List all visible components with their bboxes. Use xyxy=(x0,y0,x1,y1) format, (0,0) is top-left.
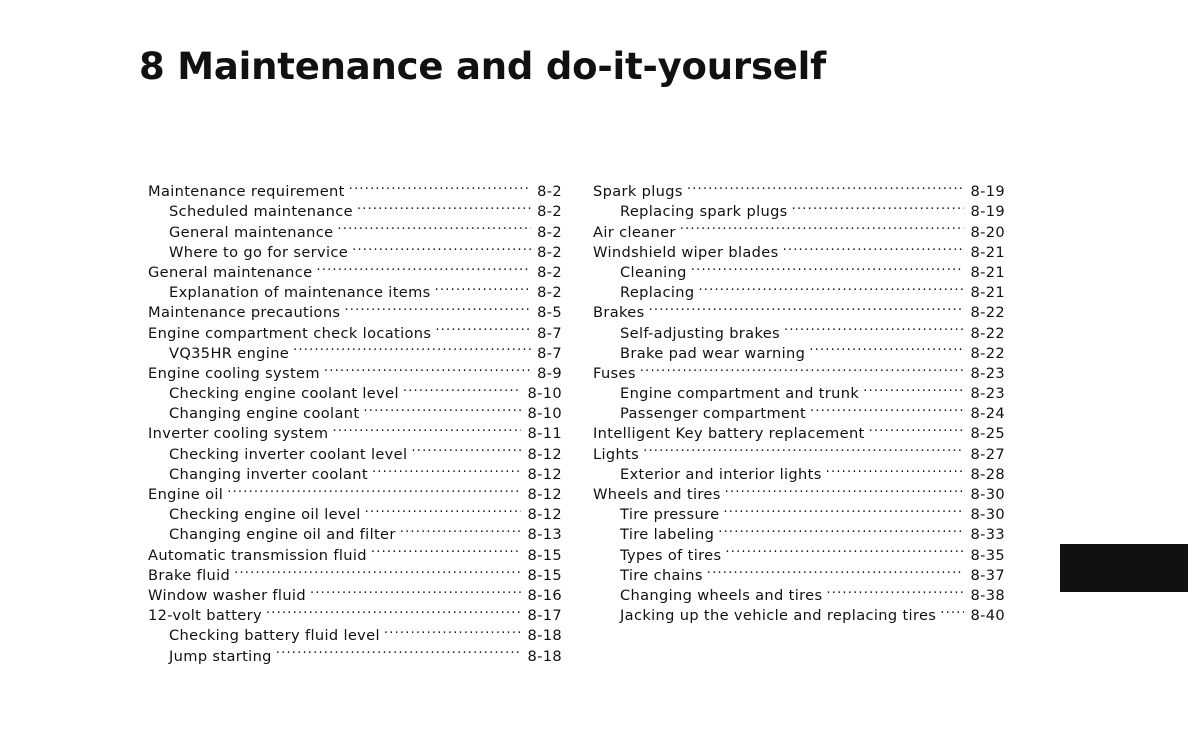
toc-dot-leader xyxy=(371,539,522,559)
toc-dot-leader xyxy=(435,277,531,297)
toc-entry-label: Maintenance requirement xyxy=(148,183,345,201)
toc-entry-page: 8-21 xyxy=(970,284,1005,302)
toc-entry-page: 8-19 xyxy=(970,183,1005,201)
toc-entry-page: 8-15 xyxy=(527,546,562,564)
toc-entry-page: 8-10 xyxy=(527,405,562,423)
toc-entry-page: 8-20 xyxy=(970,223,1005,241)
toc-entry[interactable] xyxy=(593,317,1005,342)
toc-dot-leader xyxy=(344,297,531,317)
toc-dot-leader xyxy=(384,620,522,640)
toc-entry-page: 8-18 xyxy=(527,627,562,645)
toc-entry[interactable] xyxy=(593,176,1005,201)
toc-entry-page: 8-17 xyxy=(527,607,562,625)
toc-entry-label: Engine oil xyxy=(148,486,224,503)
toc-dot-leader xyxy=(337,216,531,236)
toc-entry-label: Scheduled maintenance xyxy=(169,203,353,221)
toc-entry-page: 8-12 xyxy=(527,445,562,463)
toc-entry-label: VQ35HR engine xyxy=(169,344,290,362)
toc-entry[interactable] xyxy=(593,358,1005,382)
toc-entry-label: Intelligent Key battery replacement xyxy=(593,425,865,443)
toc-entry-page: 8-7 xyxy=(537,344,562,362)
toc-entry-label: Changing engine coolant xyxy=(169,405,360,423)
toc-entry-page: 8-40 xyxy=(970,607,1005,625)
toc-dot-leader xyxy=(649,297,965,317)
toc-dot-leader xyxy=(784,317,964,337)
toc-entry-label: Engine compartment and trunk xyxy=(620,385,860,403)
toc-dot-leader xyxy=(227,479,521,499)
toc-entry-label: Checking engine oil level xyxy=(169,506,361,524)
toc-entry-label: Changing engine oil and filter xyxy=(169,526,396,544)
toc-dot-leader xyxy=(863,378,964,398)
toc-dot-leader xyxy=(826,580,964,600)
toc-entry-label: Brakes xyxy=(593,304,645,322)
toc-entry-page: 8-15 xyxy=(527,566,562,584)
toc-entry[interactable] xyxy=(148,176,562,201)
toc-entry-label: Brake fluid xyxy=(148,566,231,584)
chapter-title: 8 Maintenance and do-it-yourself xyxy=(139,45,827,88)
toc-dot-leader xyxy=(266,600,522,620)
toc-entry-page: 8-35 xyxy=(970,546,1005,564)
toc-entry[interactable] xyxy=(593,459,1005,483)
toc-entry-page: 8-2 xyxy=(537,223,562,241)
toc-entry-page: 8-5 xyxy=(537,304,562,322)
toc-dot-leader xyxy=(293,338,531,358)
toc-entry-page: 8-28 xyxy=(970,465,1005,483)
toc-entry-page: 8-21 xyxy=(970,243,1005,261)
toc-dot-leader xyxy=(792,196,965,216)
toc-entry-label: Changing inverter coolant xyxy=(169,465,368,483)
toc-entry-label: Replacing spark plugs xyxy=(620,203,788,221)
toc-dot-leader xyxy=(940,600,964,620)
toc-entry-label: Brake pad wear warning xyxy=(620,344,806,362)
toc-dot-leader xyxy=(352,237,531,257)
toc-entry-label: Where to go for service xyxy=(169,243,349,261)
toc-entry-label: Tire chains xyxy=(620,566,703,584)
toc-entry-label: Windshield wiper blades xyxy=(593,243,779,261)
toc-dot-leader xyxy=(400,519,522,539)
toc-entry-label: Window washer fluid xyxy=(148,586,306,604)
toc-entry-page: 8-2 xyxy=(537,203,562,221)
toc-entry-label: Cleaning xyxy=(620,263,687,281)
toc-entry-label: Checking engine coolant level xyxy=(169,385,399,403)
toc-entry-page: 8-30 xyxy=(970,486,1005,503)
toc-entry-label: Wheels and tires xyxy=(593,486,721,503)
toc-dot-leader xyxy=(643,438,964,458)
toc-dot-leader xyxy=(324,358,531,378)
toc-entry-label: Lights xyxy=(593,445,640,463)
toc-entry-label: Replacing xyxy=(620,284,695,302)
toc-dot-leader xyxy=(411,438,521,458)
toc-dot-leader xyxy=(435,317,531,337)
toc-entry[interactable] xyxy=(593,438,1005,463)
toc-entry-label: Exterior and interior lights xyxy=(620,465,822,483)
toc-entry-page: 8-2 xyxy=(537,284,562,302)
toc-entry-page: 8-27 xyxy=(970,445,1005,463)
toc-dot-leader xyxy=(725,539,964,559)
toc-entry-page: 8-16 xyxy=(527,586,562,604)
toc-dot-leader xyxy=(680,216,965,236)
toc-entry-page: 8-23 xyxy=(970,364,1005,382)
toc-entry-page: 8-12 xyxy=(527,506,562,524)
toc-entry-label: Automatic transmission fluid xyxy=(148,546,367,564)
toc-entry-page: 8-25 xyxy=(970,425,1005,443)
toc-entry-page: 8-2 xyxy=(537,263,562,281)
toc-dot-leader xyxy=(725,479,965,499)
toc-entry-label: Air cleaner xyxy=(593,223,676,241)
toc-entry-page: 8-21 xyxy=(970,263,1005,281)
toc-entry-page: 8-13 xyxy=(527,526,562,544)
toc-dot-leader xyxy=(234,560,521,580)
toc-entry-label: Inverter cooling system xyxy=(148,425,329,443)
toc-dot-leader xyxy=(783,237,965,257)
toc-dot-leader xyxy=(372,459,522,479)
toc-left-column xyxy=(148,176,562,665)
toc-entry-page: 8-12 xyxy=(527,486,562,503)
toc-dot-leader xyxy=(332,418,521,438)
toc-dot-leader xyxy=(691,257,965,277)
toc-entry-page: 8-18 xyxy=(527,647,562,665)
toc-dot-leader xyxy=(316,257,531,277)
toc-entry-label: Engine compartment check locations xyxy=(148,324,432,342)
toc-entry-label: Self-adjusting brakes xyxy=(620,324,781,342)
toc-right-column xyxy=(593,176,1005,625)
toc-dot-leader xyxy=(809,338,964,358)
toc-entry-label: Tire pressure xyxy=(620,506,720,524)
toc-entry-page: 8-11 xyxy=(527,425,562,443)
toc-entry-label: Tire labeling xyxy=(620,526,715,544)
toc-entry-page: 8-22 xyxy=(970,324,1005,342)
toc-dot-leader xyxy=(707,560,965,580)
toc-entry-label: Maintenance precautions xyxy=(148,304,341,322)
toc-entry-label: Spark plugs xyxy=(593,183,683,201)
toc-entry-label: Jump starting xyxy=(169,647,272,665)
toc-entry-page: 8-22 xyxy=(970,344,1005,362)
toc-entry-page: 8-30 xyxy=(970,506,1005,524)
chapter-thumb-tab xyxy=(1060,544,1188,592)
toc-entry-page: 8-23 xyxy=(970,385,1005,403)
toc-entry-label: Explanation of maintenance items xyxy=(169,284,431,302)
toc-entry-page: 8-9 xyxy=(537,364,562,382)
toc-dot-leader xyxy=(826,459,965,479)
toc-entry-page: 8-33 xyxy=(970,526,1005,544)
toc-entry-page: 8-7 xyxy=(537,324,562,342)
toc-entry-label: General maintenance xyxy=(169,223,334,241)
toc-dot-leader xyxy=(723,499,964,519)
toc-dot-leader xyxy=(687,176,965,196)
toc-entry-page: 8-2 xyxy=(537,183,562,201)
toc-entry[interactable] xyxy=(593,297,1005,322)
toc-entry[interactable] xyxy=(593,378,1005,403)
toc-entry-page: 8-2 xyxy=(537,243,562,261)
toc-entry-label: Fuses xyxy=(593,364,636,382)
toc-entry-label: Changing wheels and tires xyxy=(620,586,823,604)
toc-entry-label: Checking battery fluid level xyxy=(169,627,380,645)
toc-entry-page: 8-12 xyxy=(527,465,562,483)
toc-entry-page: 8-10 xyxy=(527,385,562,403)
toc-entry-page: 8-22 xyxy=(970,304,1005,322)
toc-entry-page: 8-38 xyxy=(970,586,1005,604)
toc-dot-leader xyxy=(698,277,964,297)
toc-entry-page: 8-24 xyxy=(970,405,1005,423)
toc-dot-leader xyxy=(810,398,964,418)
toc-dot-leader xyxy=(365,499,522,519)
toc-dot-leader xyxy=(349,176,531,196)
toc-dot-leader xyxy=(357,196,531,216)
toc-dot-leader xyxy=(276,640,522,660)
toc-dot-leader xyxy=(718,519,964,539)
toc-entry-label: Passenger compartment xyxy=(620,405,807,423)
toc-entry-page: 8-19 xyxy=(970,203,1005,221)
toc-entry-label: 12-volt battery xyxy=(148,607,262,625)
toc-dot-leader xyxy=(640,358,965,378)
toc-dot-leader xyxy=(403,378,522,398)
toc-entry-label: Types of tires xyxy=(620,546,722,564)
toc-entry-label: General maintenance xyxy=(148,263,313,281)
toc-entry-label: Jacking up the vehicle and replacing tires xyxy=(620,607,937,625)
toc-entry-page: 8-37 xyxy=(970,566,1005,584)
toc-entry-label: Checking inverter coolant level xyxy=(169,445,408,463)
toc-dot-leader xyxy=(869,418,965,438)
toc-dot-leader xyxy=(363,398,521,418)
toc-entry-label: Engine cooling system xyxy=(148,364,320,382)
toc-dot-leader xyxy=(310,580,522,600)
